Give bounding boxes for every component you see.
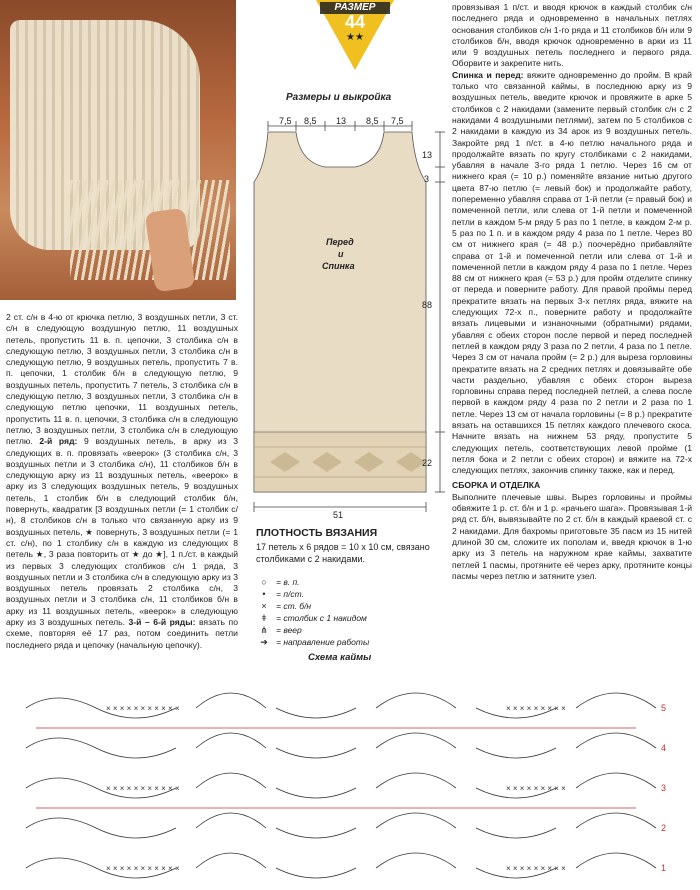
piece-label-3: Спинка [322,261,355,271]
single-crochet-icon: × [261,601,267,611]
direction-arrow-icon: ➔ [260,636,268,647]
difficulty-stars: ★★ [346,32,364,43]
piece-label-2: и [338,249,344,259]
svg-text:× × × × × × × × × × ×: × × × × × × × × × × × [106,864,180,873]
legend-item: • = п/ст. [256,588,369,600]
assembly-text: Выполните плечевые швы. Вырез горловины и проймы обвяжите 1 р. ст. б/н и 1 р. «рачьего шага». Провязывая 1-й ряд ст. б/н, вывязывайте по 2 ст. б/н в каждый краевой ст. с 2 накидами. Для бахромы приготовьте 35 пасм из 15 нитей длиной 30 см, сложите их пополам и, введя крючок в 1-ю арку из 3 петель на наружном крае каймы, захватите петлей 1 пасмы, протяните её через арку, протяните концы пасмы через петлю и затяните узел. [452,491,692,581]
svg-text:× × × × × × × × × × ×: × × × × × × × × × × × [106,704,180,713]
legend-item: ➔ = направление работы [256,636,369,648]
density-title: ПЛОТНОСТЬ ВЯЗАНИЯ [256,527,378,539]
size-label: РАЗМЕР [334,2,376,13]
svg-text:× × × × × × × × ×: × × × × × × × × × [506,704,566,713]
left-text-1: 2 ст. с/н в 4-ю от крючка петлю, 3 воздушных петли, 3 ст. с/н в следующую воздушную петлю, 11 воздушных петель, пропустить 11 в. п. цепочки, 3 столбика с/н в следующую петлю, 3 воздушных петли, 3 столбика с/н в следующую петлю, 9 воздушных петель, пропустить 7 в. п. цепочки, 1 столбик б/н в следующую петлю, 9 воздушных петель, пропустить 7 петель, 3 столбика с/н в следующую петлю, 3 воздушных петли, 3 столбика с/н в следующую петлю цепочки, 11 воздушных петель, пропустить 11 в. п. цепочки, 3 столбика с/н в следующую петлю, 3 воздушных петли, 3 столбика с/н в следующую петлю. [6,312,238,447]
dim-top-1: 7,5 [279,116,292,126]
row-number-1: 1 [661,863,667,873]
assembly-heading: СБОРКА И ОТДЕЛКА [452,480,541,491]
piece-label-1: Перед [326,237,354,247]
slip-stitch-icon: • [262,589,266,599]
row-number-3: 3 [661,783,667,793]
legend-item: ○ = в. п. [256,576,369,588]
border-scheme-diagram [16,668,686,888]
row-number-2: 2 [661,823,667,833]
dim-right-3: 88 [422,300,433,310]
svg-text:× × × × × × × × × × ×: × × × × × × × × × × × [106,784,180,793]
dim-right-2: 3 [424,174,430,184]
legend-item: × = ст. б/н [256,600,369,612]
chain-icon: ○ [261,577,267,587]
scheme-title: Схема каймы [308,652,372,663]
legend [256,576,369,648]
back-front-text: вяжите одновременно до пройм. В край только что связанной каймы, в последнюю арку из 9 воздушных петель, введите крючок и провяжите в арке 5 столбиков с 2 накидами (замените первый столбик с/н с 2 накидами 4 воздушными петлями), затем по 5 столбиков с 2 накидами в каждую из 34 арок из 9 воздушных петель. Закройте ряд 1 п/ст. в 4-ю петлю начального ряда и продолжайте вязать по кругу столбиками с 2 накидами, убавляя в начале 3-го ряда 1 петлю. Через 16 см от нижнего края (= 10 р.) поменяйте вязание нитью другого цвета 87-ю петлю (= левый бок) и продолжайте работу, попеременно убавляя справа от 1-й петли (= правый бок) и помеченной петли, или слева от 1-й петли и помеченной петли в каждом 5-м ряду 5 раз по 1 петле, в каждом 2-м р. 5 раз по 1 п. и в каждом ряду 4 раза по 1 петле. Через 80 см от нижнего края (= 48 р.) поочерёдно прибавляйте справа от 1-й и помеченной петли или слева от 1-й и помеченной петли в каждом ряду 4 раза по 1 петле. Через 88 см от нижнего края (= 53 р.) для пройм отделите спинку от переда и поверните работу. Для правой проймы перед прекратите вязать на первых 3-х петлях ряда, вяжите на следующих 72-х п., поверните работу и продолжайте вязать лицевыми и изнаночными (обратными) рядами, убавляя с обеих сторон после первой и перед последней петлей в каждом ряду 3 раза по 2 петли, 4 раза по 1 петле. Через 3 см от начала пройм (= 2 р.) для выреза горловины прекратите вязать на 2 средних петлях и довязывайте обе части раздельно, убавляя с обеих сторон выреза горловины справа перед последней петлей, а слева после первой в каждом ряду 4 раза по 2 петли и 2 раза по 1 петле. Через 13 см от начала горловины (= 8 р.) прекратите вязать на оставшихся 15 петлях каждого плечевого скоса. Начните вязать на нижнем 53 ряду, пропустите 5 следующих петель, соответствующих левой пройме (1 петля бока и 2 петли с обеих сторон) и вяжите на 72-х следующих петлях, закончив спинку также, как и перед. [452,69,692,476]
left-text-2: 9 воздушных петель, в арку из 3 следующих в. п. провязать «веерок» (3 столбика с/н, 3 воздушных петли и 3 столбика с/н), 11 столбиков б/н в следующую арку из 11 воздушных петель, «веерок» в арку из 3 следующих воздушных петель, 9 воздушных петель, 1 столбик б/н в следующий столбик б/н, повернуть, квадратик [3 воздушных петли (= 1 столбик с/н), 8 столбиков с/н в только что связанную арку из 9 воздушных петель, ★ повернуть, 3 воздушных петли (= 1 ст. с/н), по 1 столбику с/н в каждую из следующих 8 петель ★, 3 раза повторить от ★ до ★], 1 п./ст. в каждый из первых 3 следующих столбиков с/н 1 ряда, 3 воздушных петли и 3 столбика с/н в следующую арку из 3 воздушных петель провязать 2 столбика с/н, 3 воздушных петли и 3 столбика с/н, 11 столбиков б/н в арку из 11 воздушных петель, «веерок» в следующую арку из 3 воздушных петель. [6,436,238,628]
dim-bottom: 51 [333,510,344,520]
legend-item: ǂ = столбик с 1 накидом [256,612,369,624]
legend-item: ⋔ = веер [256,624,369,636]
dim-right-4: 22 [422,458,433,468]
pattern-schematic [250,112,450,532]
dim-right-1: 13 [422,150,433,160]
product-photo [0,0,236,300]
dim-top-4: 8,5 [366,116,379,126]
left-text-3: вязать по схеме, повторяя её 17 раз, потом соединить петли последнего ряда и цепочку (начальную цепочку). [6,617,238,650]
density-text: 17 петель х 6 рядов = 10 х 10 см, связано столбиками с 2 накидами. [256,542,430,564]
pattern-title: Размеры и выкройка [286,92,392,103]
row-number-4: 4 [661,743,667,753]
svg-text:× × × × × × × × ×: × × × × × × × × × [506,864,566,873]
fan-icon: ⋔ [260,624,268,635]
row-3-6-heading: 3-й – 6-й ряды: [128,617,196,628]
dim-top-2: 8,5 [304,116,317,126]
size-value: 44 [344,12,366,32]
row-2-heading: 2-й ряд: [39,436,78,447]
left-text-column [6,312,238,651]
right-intro: провязывая 1 п/ст. и вводя крючок в каждый столбик с/н последнего ряда и одновременно в начальных петлях основания столбиков с/н 1-го ряда и 11 столбиков б/н или 9 столбиков б/н, вводя крючок одновременно в арки из 11 или 9 воздушных петель последнего и первого ряда. Оборвите и закрепите нить. [452,2,692,69]
row-number-5: 5 [661,703,667,713]
double-crochet-icon: ǂ [261,613,267,623]
right-text-column [452,2,692,582]
svg-text:× × × × × × × × ×: × × × × × × × × × [506,784,566,793]
back-front-heading: Спинка и перед: [452,69,524,80]
dim-top-3: 13 [336,116,347,126]
dim-top-5: 7,5 [391,116,404,126]
